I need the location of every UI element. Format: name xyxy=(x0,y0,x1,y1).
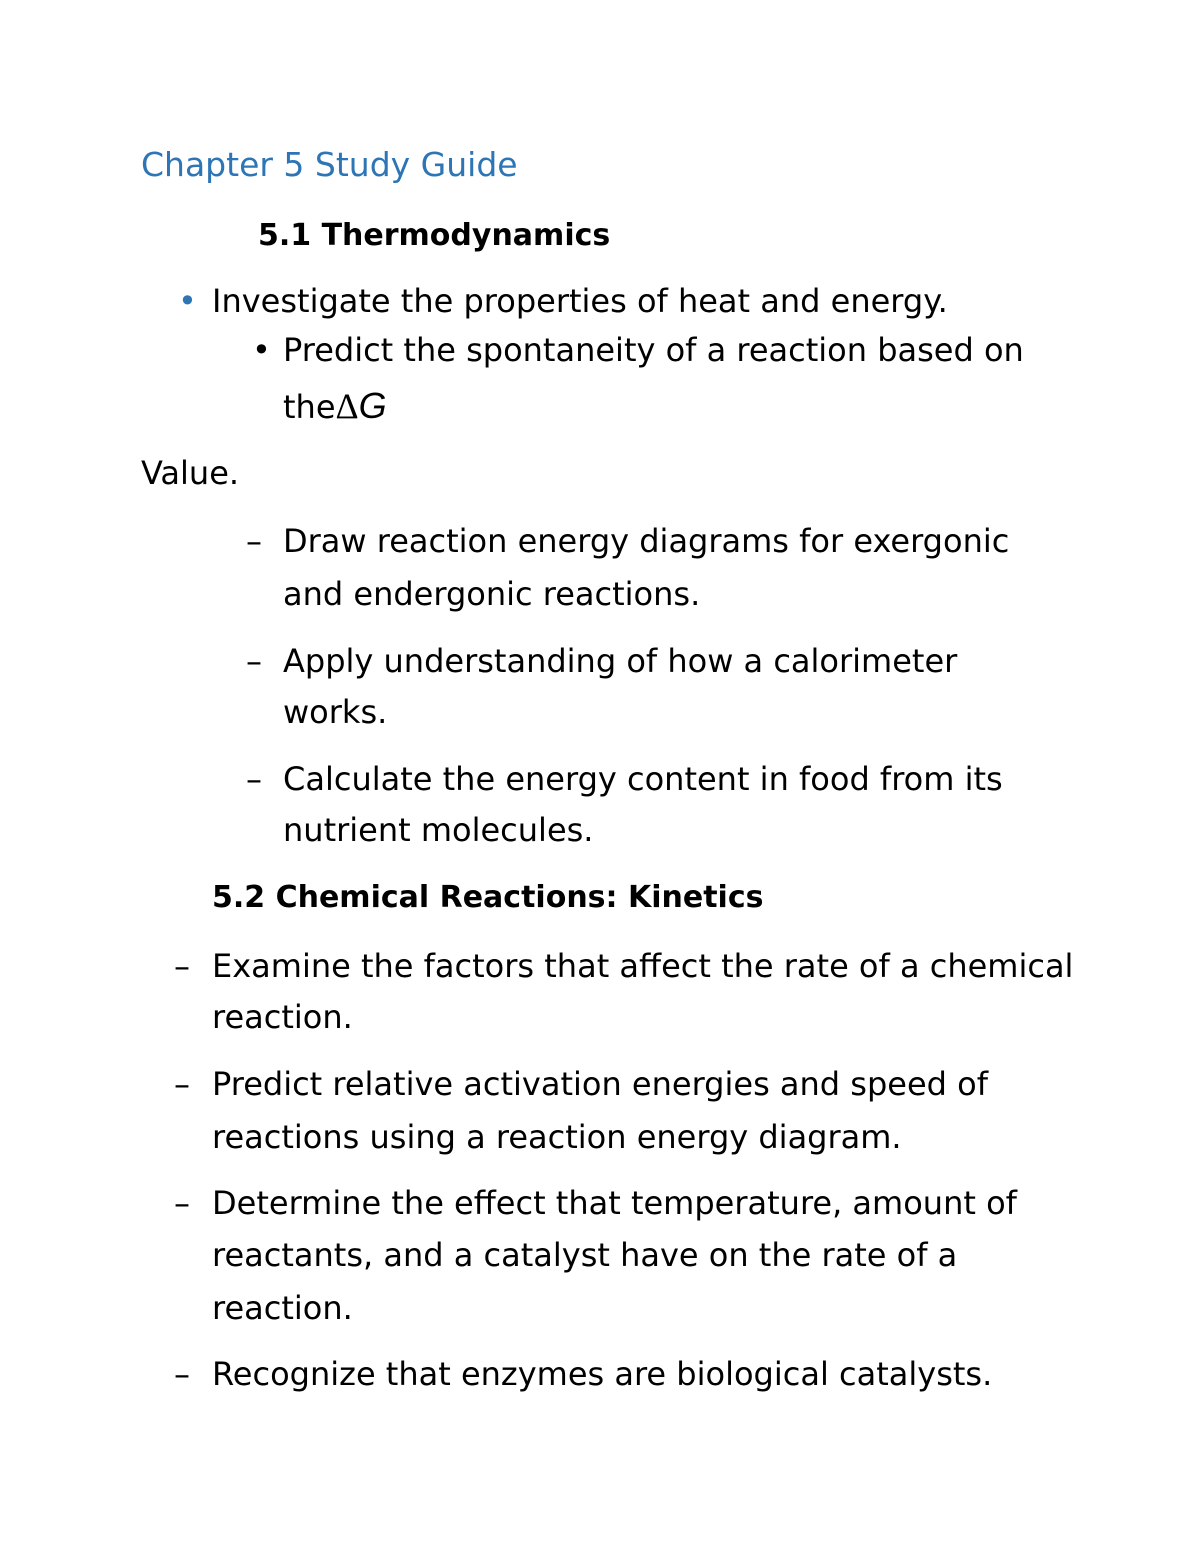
delta-variable: G xyxy=(358,385,387,426)
delta-symbol: Δ xyxy=(335,386,359,426)
dash-marker: – xyxy=(174,1184,190,1222)
dash-item-activation-energies-line2: reactions using a reaction energy diagram. xyxy=(212,1118,902,1156)
sub-bullet-marker: • xyxy=(252,331,271,369)
sub-bullet-spontaneity-line2 xyxy=(283,386,387,427)
delta-g-symbol xyxy=(336,386,387,426)
dash-item-temperature-effect-line2: reactants, and a catalyst have on the rate of a xyxy=(212,1236,958,1274)
dash-item-energy-diagrams-line2: and endergonic reactions. xyxy=(283,575,701,613)
section-heading-kinetics: 5.2 Chemical Reactions: Kinetics xyxy=(212,880,764,915)
document-title: Chapter 5 Study Guide xyxy=(141,145,518,184)
dash-item-calorimeter-line1: Apply understanding of how a calorimeter xyxy=(283,642,958,680)
sub-bullet-spontaneity-line1: Predict the spontaneity of a reaction based on xyxy=(283,331,1024,369)
dash-marker: – xyxy=(246,522,262,560)
dash-marker: – xyxy=(174,1355,190,1393)
dash-item-activation-energies-line1: Predict relative activation energies and speed of xyxy=(212,1065,988,1103)
dash-item-energy-content-line2: nutrient molecules. xyxy=(283,811,594,849)
dash-item-temperature-effect-line3: reaction. xyxy=(212,1289,353,1327)
dash-item-energy-diagrams-line1: Draw reaction energy diagrams for exergonic xyxy=(283,522,1010,560)
dash-item-calorimeter-line2: works. xyxy=(283,693,388,731)
value-text: Value. xyxy=(141,454,240,492)
bullet-marker: • xyxy=(178,282,197,320)
dash-marker: – xyxy=(246,642,262,680)
dash-item-enzymes: Recognize that enzymes are biological catalysts. xyxy=(212,1355,993,1393)
dash-marker: – xyxy=(246,760,262,798)
sub-bullet-prefix: the xyxy=(283,388,336,426)
dash-item-energy-content-line1: Calculate the energy content in food from its xyxy=(283,760,1003,798)
bullet-heat-energy: Investigate the properties of heat and energy. xyxy=(212,282,948,320)
section-heading-thermodynamics: 5.1 Thermodynamics xyxy=(258,218,611,253)
dash-marker: – xyxy=(174,947,190,985)
dash-item-rate-factors-line1: Examine the factors that affect the rate of a chemical xyxy=(212,947,1074,985)
dash-item-temperature-effect-line1: Determine the effect that temperature, amount of xyxy=(212,1184,1017,1222)
dash-item-rate-factors-line2: reaction. xyxy=(212,998,353,1036)
dash-marker: – xyxy=(174,1065,190,1103)
